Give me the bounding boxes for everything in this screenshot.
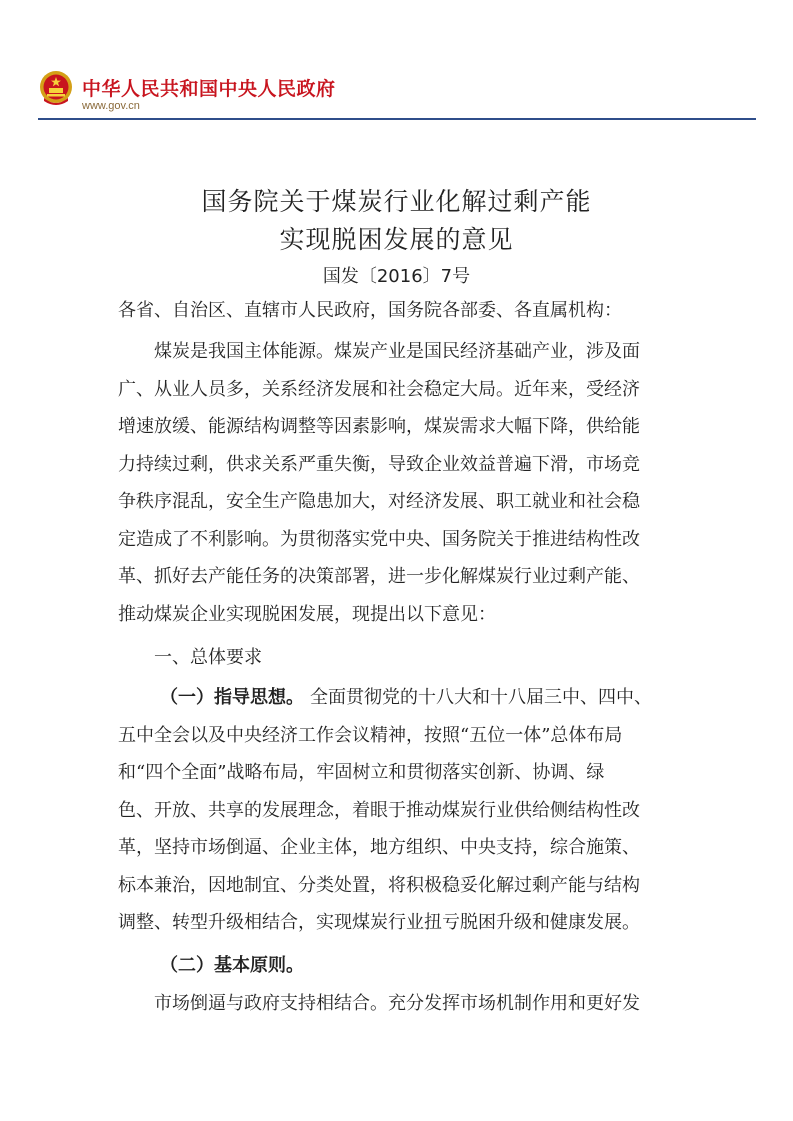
document-title-line2: 实现脱困发展的意见	[279, 225, 514, 254]
paragraph-line: 调整、转型升级相结合，实现煤炭行业扭亏脱困升级和健康发展。	[118, 912, 640, 933]
salutation: 各省、自治区、直辖市人民政府，国务院各部委、各直属机构：	[118, 300, 622, 321]
document-number: 国发〔2016〕7号	[322, 266, 471, 287]
section-heading: 一、总体要求	[154, 647, 262, 668]
paragraph-line: 五中全会以及中央经济工作会议精神，按照“五位一体”总体布局	[118, 725, 623, 746]
paragraph-line: 和“四个全面”战略布局，牢固树立和贯彻落实创新、协调、绿	[118, 762, 605, 783]
paragraph-line: 标本兼治，因地制宜、分类处置，将积极稳妥化解过剩产能与结构	[118, 875, 640, 896]
site-header	[38, 68, 756, 122]
paragraph-line: 市场倒逼与政府支持相结合。充分发挥市场机制作用和更好发	[154, 993, 640, 1014]
site-title: 中华人民共和国中央人民政府	[82, 78, 336, 100]
document-title-line1: 国务院关于煤炭行业化解过剩产能	[201, 187, 592, 216]
paragraph-line: 革，坚持市场倒逼、企业主体，地方组织、中央支持，综合施策、	[118, 837, 640, 858]
paragraph-line: 力持续过剩，供求关系严重失衡，导致企业效益普遍下滑，市场竞	[118, 454, 640, 475]
subsection-label: （一）指导思想。	[160, 687, 304, 708]
subsection-label: （二）基本原则。	[160, 955, 304, 976]
paragraph-line: 色、开放、共享的发展理念，着眼于推动煤炭行业供给侧结构性改	[118, 800, 640, 821]
header-divider	[38, 118, 756, 120]
paragraph-line: 革、抓好去产能任务的决策部署，进一步化解煤炭行业过剩产能、	[118, 566, 640, 587]
paragraph-line: 增速放缓、能源结构调整等因素影响，煤炭需求大幅下降，供给能	[118, 416, 640, 437]
paragraph-line: 争秩序混乱，安全生产隐患加大，对经济发展、职工就业和社会稳	[118, 491, 640, 512]
national-emblem-icon	[38, 68, 74, 108]
paragraph-line: 广、从业人员多，关系经济发展和社会稳定大局。近年来，受经济	[118, 379, 640, 400]
paragraph-line: 推动煤炭企业实现脱困发展，现提出以下意见：	[118, 604, 496, 625]
paragraph-line: 全面贯彻党的十八大和十八届三中、四中、	[310, 687, 652, 708]
site-url: www.gov.cn	[82, 100, 140, 112]
paragraph-line: 定造成了不利影响。为贯彻落实党中央、国务院关于推进结构性改	[118, 529, 640, 550]
paragraph-line: 煤炭是我国主体能源。煤炭产业是国民经济基础产业，涉及面	[154, 341, 640, 362]
